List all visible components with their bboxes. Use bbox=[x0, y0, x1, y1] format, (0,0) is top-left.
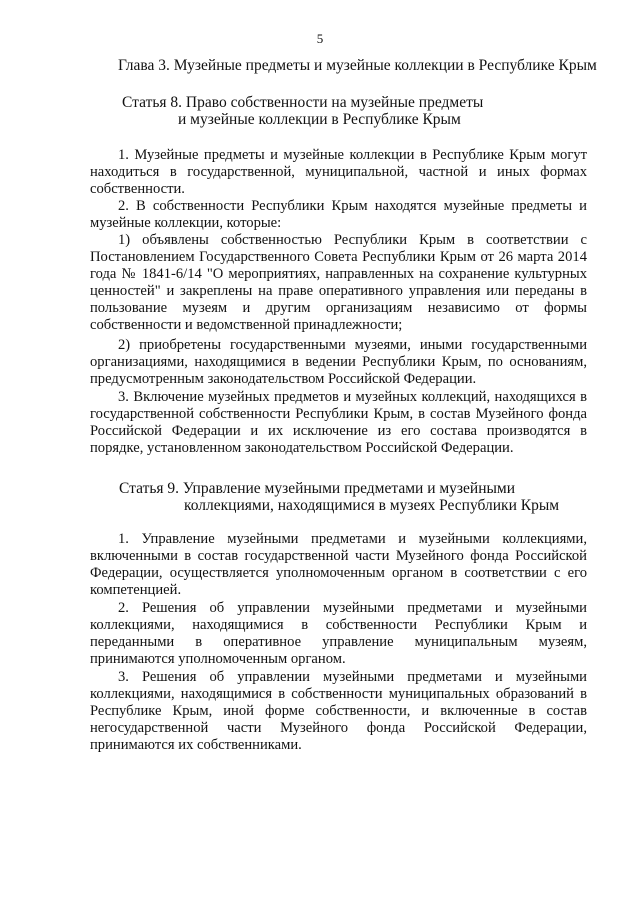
page-number: 5 bbox=[316, 31, 324, 46]
article-9-title-line-2: коллекциями, находящимися в музеях Республики Крым bbox=[184, 497, 560, 514]
article-9-heading bbox=[119, 480, 559, 514]
article-8-title-line-2: и музейные коллекции в Республике Крым bbox=[178, 111, 461, 128]
article-9-paragraph: 2. Решения об управлении музейными предметами и музейными коллекциями, находящимися в собственности Республики Крым и переданными в оперативное управление муниципальным музеям, принимаются уполномоченным органом. bbox=[90, 600, 587, 668]
article-8-paragraph: 1) объявлены собственностью Республики Крым в соответствии с Постановлением Государственного Совета Республики Крым от 26 марта 2014 года № 1841-6/14 "О мероприятиях, направленных на сохранение культурных ценностей" и закреплены на праве оперативного управления или переданы в пользование музеям и другим организациям независимо от формы собственности и ведомственной принадлежности; bbox=[90, 232, 587, 334]
chapter-heading: Глава 3. Музейные предметы и музейные коллекции в Республике Крым bbox=[118, 57, 597, 74]
article-9-paragraph: 1. Управление музейными предметами и музейными коллекциями, включенными в состав государственной части Музейного фонда Российской Федерации, осуществляется уполномоченным органом в соответствии с его компетенцией. bbox=[90, 531, 587, 599]
article-9-title-line-1: Статья 9. Управление музейными предметами и музейными bbox=[119, 480, 516, 497]
article-8-paragraph: 3. Включение музейных предметов и музейных коллекций, находящихся в государственной собственности Республики Крым, в состав Музейного фонда Российской Федерации и их исключение из его состава производятся в порядке, установленном законодательством Российской Федерации. bbox=[90, 389, 587, 457]
article-8-title-line-1: Статья 8. Право собственности на музейные предметы bbox=[122, 94, 484, 111]
article-8-paragraph: 2. В собственности Республики Крым находятся музейные предметы и музейные коллекции, которые: bbox=[90, 198, 587, 232]
article-8-paragraph: 1. Музейные предметы и музейные коллекции в Республике Крым могут находиться в государственной, муниципальной, частной и иных формах собственности. bbox=[90, 147, 587, 198]
article-8-heading bbox=[122, 94, 483, 128]
article-8-paragraph: 2) приобретены государственными музеями, иными государственными организациями, находящимися в ведении Республики Крым, по основаниям, предусмотренным законодательством Российской Федерации. bbox=[90, 337, 587, 388]
article-9-paragraph: 3. Решения об управлении музейными предметами и музейными коллекциями, находящимися в собственности муниципальных образований в Республике Крым, иной форме собственности, и включенные в состав негосударственной части Музейного фонда Российской Федерации, принимаются их собственниками. bbox=[90, 669, 587, 754]
